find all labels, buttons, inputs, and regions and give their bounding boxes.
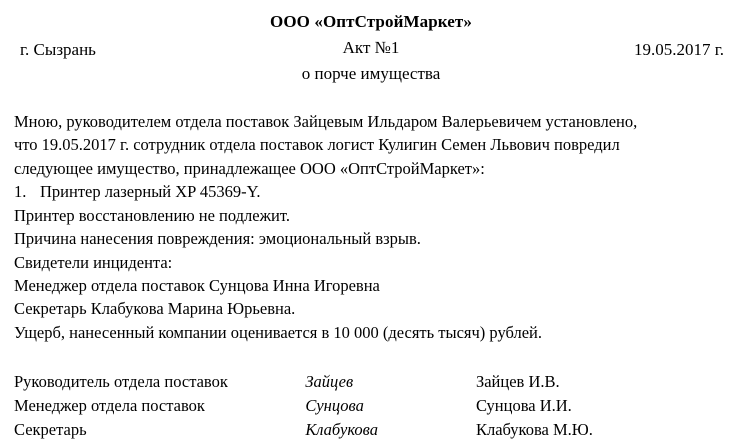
body-paragraph: Принтер восстановлению не подлежит. [14,205,290,225]
signature-role: Менеджер отдела поставок [14,396,205,416]
signature-row [14,418,728,442]
signature-row [14,394,728,418]
signature-mark: Сунцова [305,396,364,416]
document-title: Акт №1 [342,38,400,57]
signature-table [14,370,728,442]
signature-row [14,370,728,394]
signature-mark: Клабукова [305,420,378,440]
organization-title: ООО «ОптСтройМаркет» [270,12,472,31]
city-label: г. Сызрань [20,40,96,59]
document-body [14,110,728,344]
list-item-text: Принтер лазерный XP 45369-Y. [40,182,261,202]
body-paragraph: следующее имущество, принадлежащее ООО «ОптСтройМаркет»: [14,158,485,178]
signature-role: Секретарь [14,420,87,440]
body-paragraph: что 19.05.2017 г. сотрудник отдела поставок логист Кулигин Семен Львович повредил [14,135,620,155]
signature-name: Сунцова И.И. [475,396,572,416]
signature-role: Руководитель отдела поставок [14,372,228,392]
body-paragraph: Причина нанесения повреждения: эмоциональный взрыв. [14,229,421,249]
document-subtitle: о порче имущества [301,64,441,83]
body-paragraph: Ущерб, нанесенный компании оценивается в 10 000 (десять тысяч) рублей. [14,322,542,342]
signature-name: Клабукова М.Ю. [475,420,593,440]
signature-mark: Зайцев [305,372,354,392]
list-item-number: 1. [14,182,27,202]
signature-name: Зайцев И.В. [475,372,560,392]
body-paragraph: Секретарь Клабукова Марина Юрьевна. [14,299,296,319]
body-paragraph: Менеджер отдела поставок Сунцова Инна Игоревна [14,275,380,295]
body-paragraph: Свидетели инцидента: [14,252,173,272]
document-date: 19.05.2017 г. [633,40,724,59]
body-paragraph: Мною, руководителем отдела поставок Зайцевым Ильдаром Валерьевичем установлено, [14,112,638,131]
list-item [14,180,728,203]
